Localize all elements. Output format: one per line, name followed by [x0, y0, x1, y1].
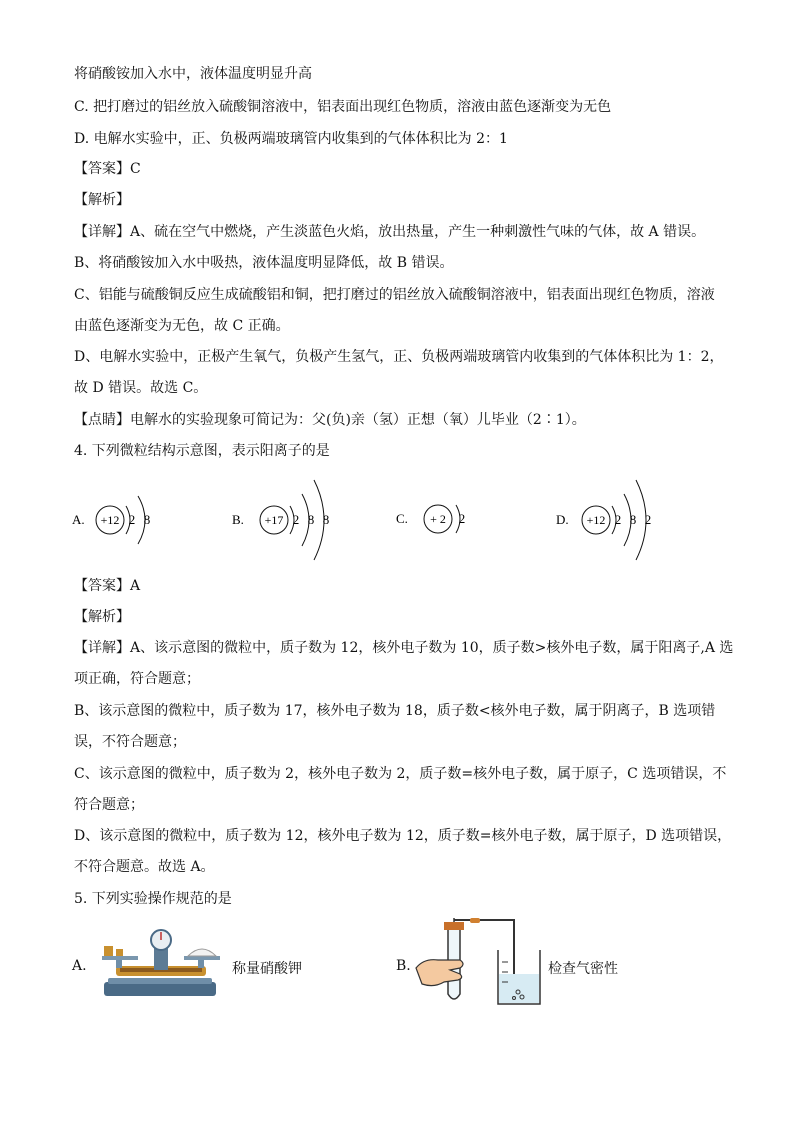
shell-electrons: 8: [307, 512, 315, 527]
option-b-caption: 检查气密性: [548, 961, 618, 977]
airtightness-check-illustration: [414, 918, 544, 1014]
option-c-text: C. 把打磨过的铝丝放入硫酸铜溶液中，铝表面出现红色物质，溶液由蓝色逐渐变为无色: [74, 99, 612, 115]
shell-electrons: 2: [644, 512, 652, 527]
detail-b-cont: 误，不符合题意；: [74, 734, 186, 750]
detail-d: D、该示意图的微粒中，质子数为 12，核外电子数为 12，质子数=核外电子数，属于原子，D 选项错误，: [74, 828, 732, 844]
atom-diagram-b: [232, 468, 352, 577]
answer-label: 【答案】A: [74, 578, 141, 594]
shell-electrons: 2: [614, 512, 622, 527]
atom-diagram-d: [556, 468, 676, 577]
option-label: A.: [72, 512, 85, 527]
shell-electrons: 8: [322, 512, 330, 527]
detail-c-cont: 符合题意；: [74, 797, 144, 813]
shell-electrons: 2: [128, 512, 136, 527]
nucleus-charge: + 2: [430, 512, 446, 526]
detail-c: C、铝能与硫酸铜反应生成硫酸铝和铜，把打磨过的铝丝放入硫酸铜溶液中，铝表面出现红色物质，溶液: [74, 287, 715, 303]
shell-electrons: 8: [143, 512, 151, 527]
option-label: D.: [556, 512, 569, 527]
option-label: C.: [396, 511, 408, 526]
text-line: 将硝酸铵加入水中，液体温度明显升高: [74, 66, 312, 82]
detail-a: 【详解】A、硫在空气中燃烧，产生淡蓝色火焰，放出热量，产生一种刺激性气味的气体，故 A 错误。: [74, 224, 706, 240]
detail-b: B、该示意图的微粒中，质子数为 17，核外电子数为 18，质子数<核外电子数，属于阴离子，B 选项错: [74, 703, 716, 719]
question-4: 4. 下列微粒结构示意图，表示阳离子的是: [74, 443, 330, 459]
detail-c-cont: 由蓝色逐渐变为无色，故 C 正确。: [74, 318, 290, 334]
option-a-caption: 称量硝酸钾: [232, 961, 302, 977]
tip-text: 【点睛】电解水的实验现象可简记为：父(负)亲（氢）正想（氧）儿毕业（2∶1）。: [74, 412, 586, 428]
nucleus-charge: +12: [100, 513, 120, 527]
balance-scale-illustration: [98, 928, 223, 1004]
detail-d: D、电解水实验中，正极产生氧气，负极产生氢气，正、负极两端玻璃管内收集到的气体体积比为 1：2，: [74, 349, 724, 365]
option-label: B.: [232, 512, 244, 527]
analysis-label: 【解析】: [74, 192, 130, 208]
atom-diagram-a: [72, 476, 182, 570]
question-5: 5. 下列实验操作规范的是: [74, 891, 232, 907]
detail-b: B、将硝酸铵加入水中吸热，液体温度明显降低，故 B 错误。: [74, 255, 454, 271]
answer-label: 【答案】C: [74, 161, 141, 177]
atom-diagram-c: [396, 490, 486, 554]
detail-c: C、该示意图的微粒中，质子数为 2，核外电子数为 2，质子数=核外电子数，属于原子，C 选项错误，不: [74, 766, 727, 782]
detail-a-cont: 项正确，符合题意；: [74, 671, 200, 687]
detail-a: 【详解】A、该示意图的微粒中，质子数为 12，核外电子数为 10，质子数>核外电子数，属于阳离子,A 选: [74, 640, 734, 656]
option-a-label: A.: [72, 958, 87, 974]
shell-electrons: 8: [629, 512, 637, 527]
shell-electrons: 2: [458, 511, 466, 526]
analysis-label: 【解析】: [74, 609, 130, 625]
shell-electrons: 2: [292, 512, 300, 527]
detail-d-cont: 不符合题意。故选 A。: [74, 859, 215, 875]
option-b-label: B.: [396, 958, 411, 974]
detail-d-cont: 故 D 错误。故选 C。: [74, 380, 208, 396]
nucleus-charge: +12: [586, 513, 606, 527]
option-d-text: D. 电解水实验中，正、负极两端玻璃管内收集到的气体体积比为 2：1: [74, 131, 508, 147]
nucleus-charge: +17: [264, 513, 284, 527]
